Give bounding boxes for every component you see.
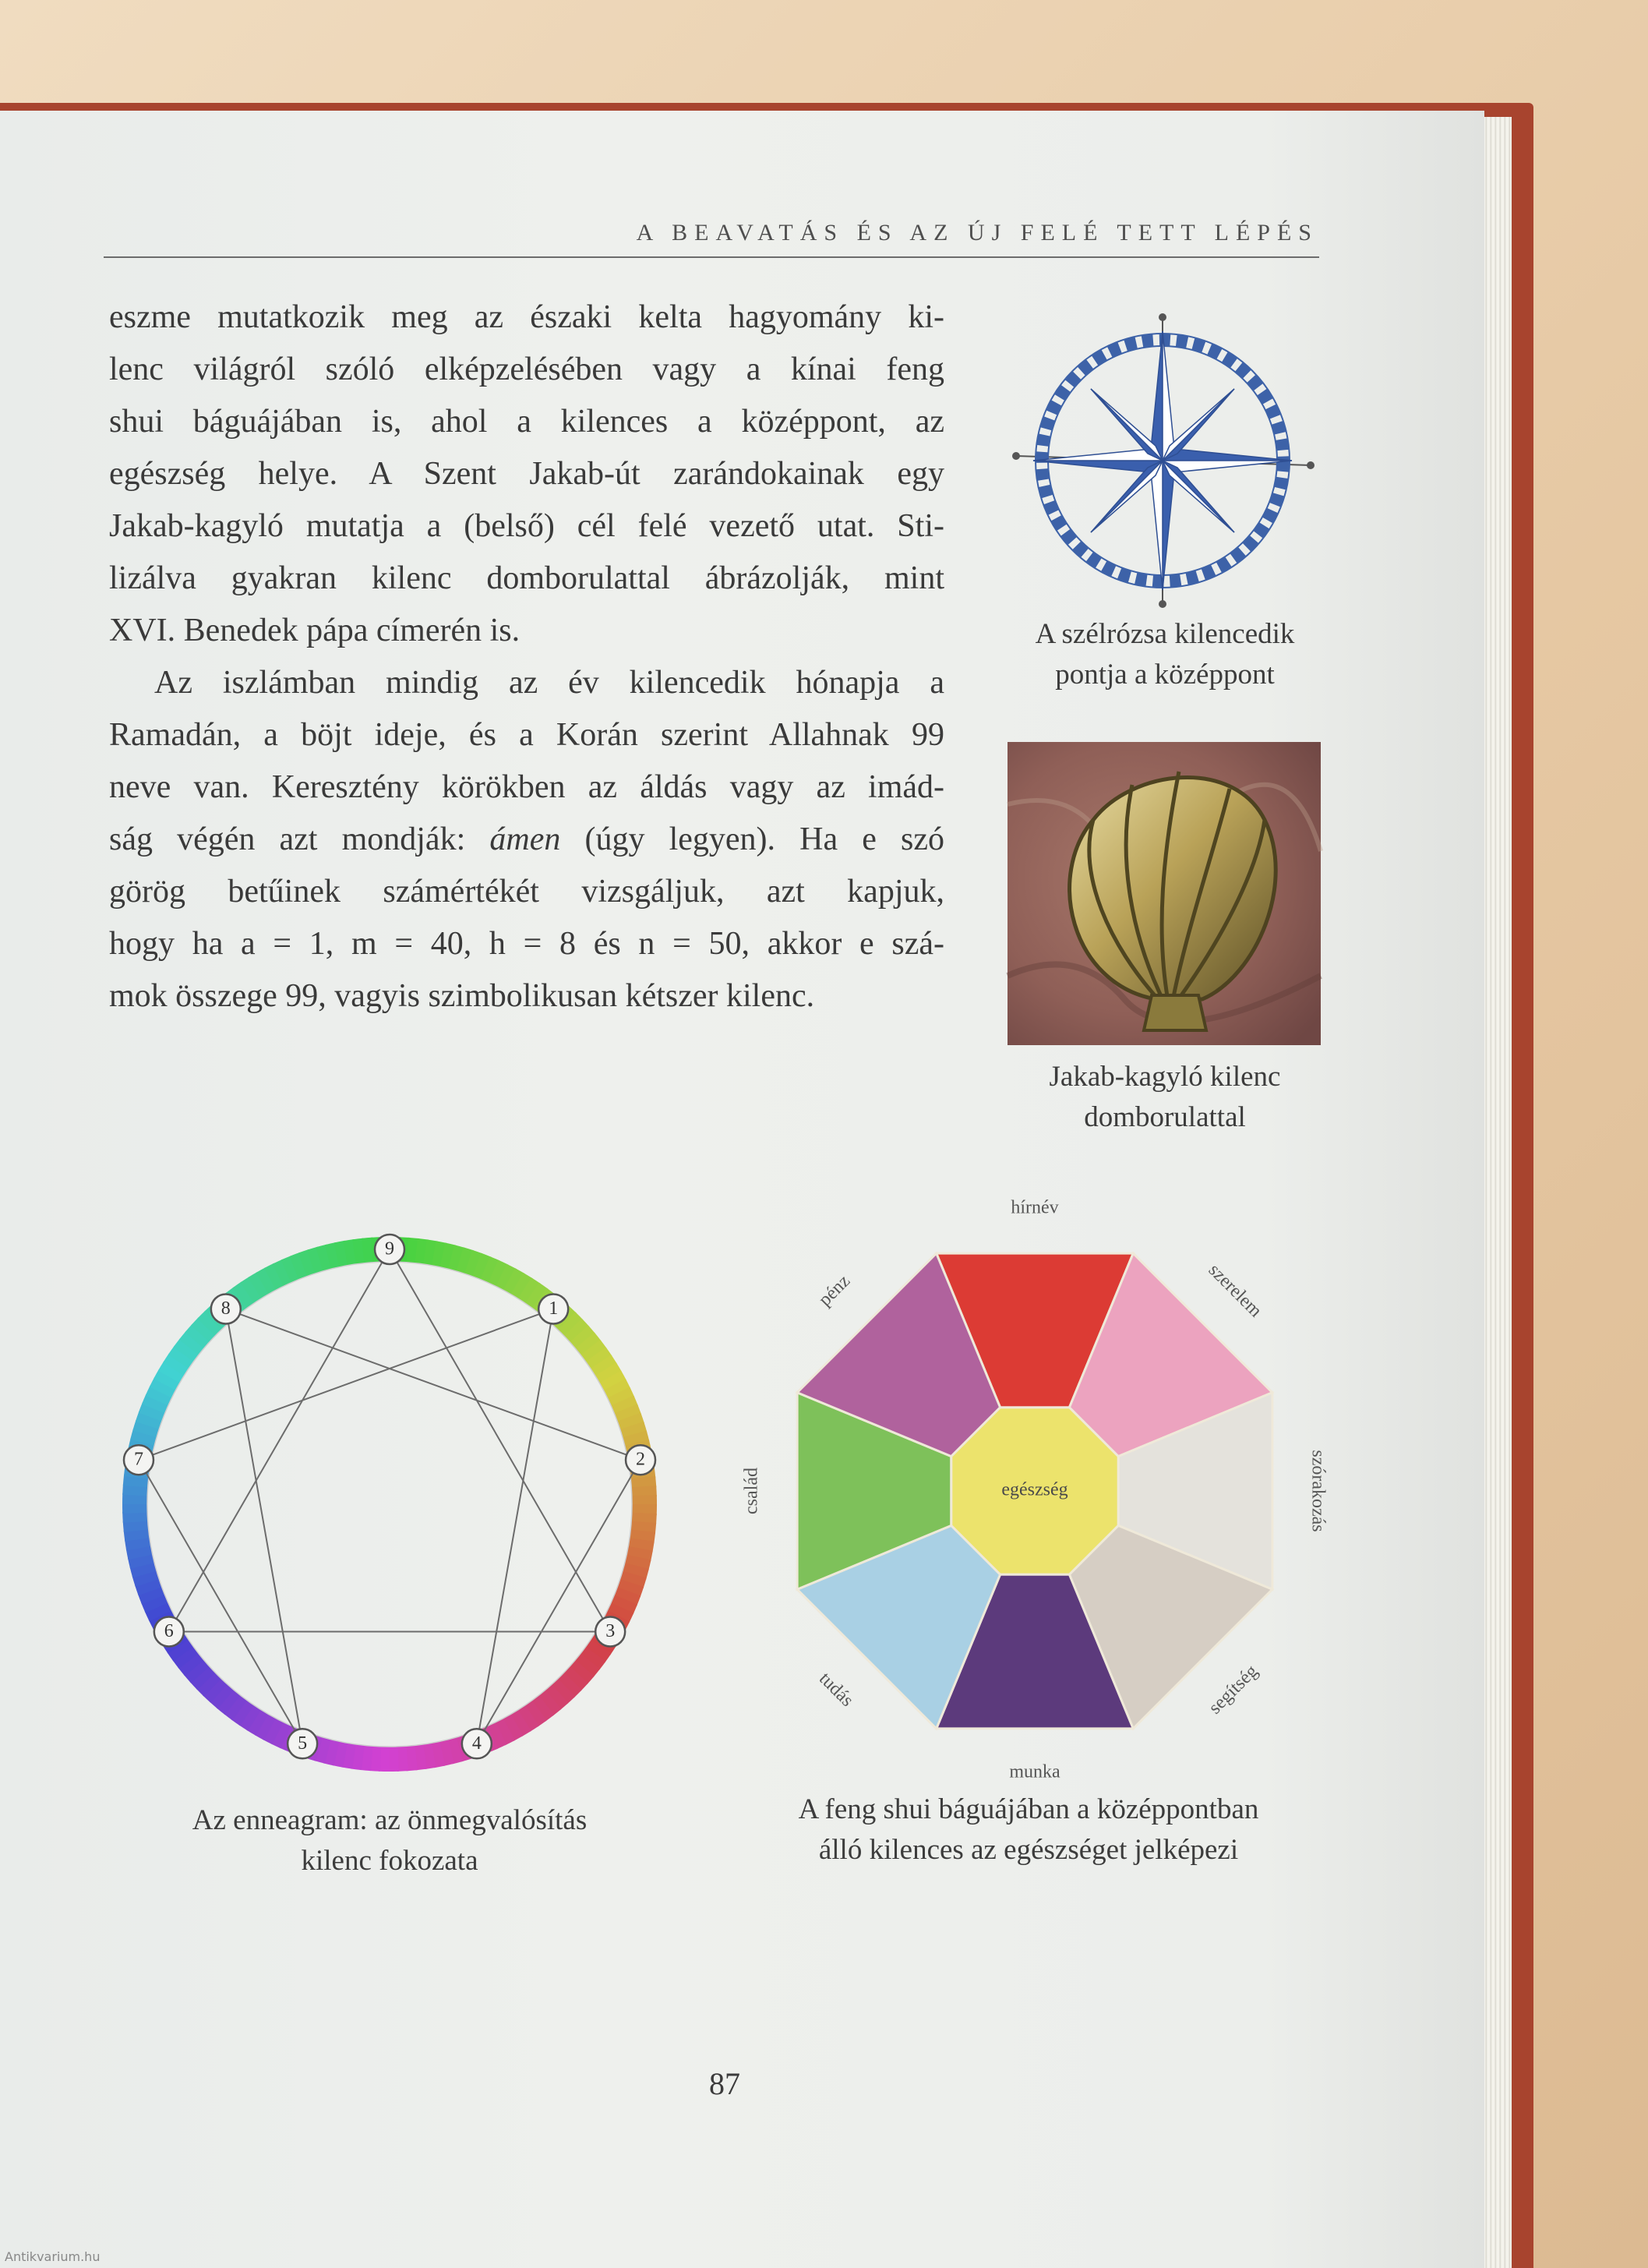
header-rule bbox=[104, 256, 1319, 258]
color-ring bbox=[135, 1249, 644, 1759]
point-label: 7 bbox=[133, 1449, 143, 1470]
text-line: hogy ha a = 1, m = 40, h = 8 és n = 50, akkor e szá- bbox=[109, 926, 944, 962]
enneagram-caption bbox=[117, 1800, 662, 1881]
caption-line: kilenc fokozata bbox=[301, 1845, 478, 1877]
page-number: 87 bbox=[709, 2066, 740, 2101]
bagua-label-3: segítség bbox=[1205, 1661, 1262, 1719]
running-head: A BEAVATÁS ÉS AZ ÚJ FELÉ TETT LÉPÉS bbox=[636, 220, 1318, 246]
text-line: eszme mutatkozik meg az északi kelta hagyomány ki- bbox=[109, 299, 944, 335]
text-line: lizálva gyakran kilenc domborulattal ábrázolják, mint bbox=[109, 560, 944, 596]
enneagram-figure bbox=[101, 1216, 678, 1793]
enneagram-point-7 bbox=[124, 1445, 154, 1475]
caption-line: álló kilences az egészséget jelképezi bbox=[818, 1834, 1239, 1866]
text-line: görög betűinek számértékét vizsgáljuk, azt kapjuk, bbox=[109, 874, 944, 910]
point-label: 2 bbox=[636, 1449, 646, 1470]
caption-line: Jakab-kagyló kilenc bbox=[1049, 1061, 1281, 1093]
caption-line: domborulattal bbox=[1084, 1101, 1246, 1133]
enneagram-point-1 bbox=[538, 1295, 568, 1324]
point-label: 8 bbox=[221, 1298, 231, 1319]
scallop-shell-photo bbox=[1008, 742, 1321, 1045]
text-line: Az iszlámban mindig az év kilencedik hónapja a bbox=[154, 665, 944, 701]
bagua-center-label: egészség bbox=[1001, 1479, 1068, 1500]
text-line: Jakab-kagyló mutatja a (belső) cél felé vezető utat. Sti- bbox=[109, 508, 944, 544]
bagua-label-0: hírnév bbox=[1011, 1197, 1059, 1218]
text-line: shui báguájában is, ahol a kilences a középpont, az bbox=[109, 404, 944, 440]
text-fragment: ság végén azt mondják: bbox=[109, 821, 490, 857]
enneagram-point-6 bbox=[154, 1617, 184, 1647]
bagua-label-6: család bbox=[741, 1468, 762, 1514]
bagua-label-5: tudás bbox=[814, 1668, 858, 1712]
text-line: egészség helye. A Szent Jakab-út zarándokainak egy bbox=[109, 456, 944, 492]
bagua-label-4: munka bbox=[1009, 1761, 1060, 1782]
body-text bbox=[109, 291, 944, 1023]
text-line: lenc világról szóló elképzelésében vagy a kínai feng bbox=[109, 352, 944, 387]
point-label: 6 bbox=[164, 1621, 174, 1642]
point-label: 5 bbox=[298, 1733, 308, 1754]
point-label: 9 bbox=[385, 1238, 394, 1259]
bagua-figure bbox=[741, 1197, 1329, 1782]
compass-rose-figure bbox=[1010, 308, 1322, 616]
enneagram-point-4 bbox=[462, 1729, 492, 1758]
enneagram-point-3 bbox=[595, 1617, 625, 1647]
caption-line: pontja a középpont bbox=[1055, 659, 1275, 691]
watermark: Antikvarium.hu bbox=[5, 2249, 101, 2264]
enneagram-point-5 bbox=[288, 1729, 317, 1758]
bagua-caption bbox=[748, 1789, 1309, 1871]
text-line: mok összege 99, vagyis szimbolikusan kétszer kilenc. bbox=[109, 978, 815, 1014]
point-label: 1 bbox=[549, 1298, 559, 1319]
point-label: 3 bbox=[605, 1621, 616, 1642]
bagua-label-2: szórakozás bbox=[1307, 1450, 1329, 1532]
caption-line: A feng shui báguájában a középpontban bbox=[798, 1793, 1259, 1825]
compass-caption bbox=[997, 614, 1332, 695]
caption-line: Az enneagram: az önmegvalósítás bbox=[192, 1804, 588, 1836]
caption-line: A szélrózsa kilencedik bbox=[1035, 618, 1295, 650]
enneagram-point-9 bbox=[375, 1235, 404, 1264]
text-line: XVI. Benedek pápa címerén is. bbox=[109, 613, 521, 648]
text-fragment: (úgy legyen). Ha e szó bbox=[560, 821, 945, 857]
bagua-label-1: szerelem bbox=[1204, 1259, 1266, 1322]
text-line bbox=[109, 814, 944, 866]
enneagram-point-2 bbox=[626, 1445, 655, 1475]
shell-caption bbox=[997, 1057, 1332, 1138]
text-line: neve van. Keresztény körökben az áldás vagy az imád- bbox=[109, 769, 944, 805]
italic-word: ámen bbox=[489, 821, 561, 857]
bagua-label-7: pénz bbox=[814, 1270, 855, 1311]
enneagram-point-8 bbox=[211, 1295, 241, 1324]
text-line: Ramadán, a böjt ideje, és a Korán szerint Allahnak 99 bbox=[109, 717, 944, 753]
point-label: 4 bbox=[471, 1733, 482, 1754]
